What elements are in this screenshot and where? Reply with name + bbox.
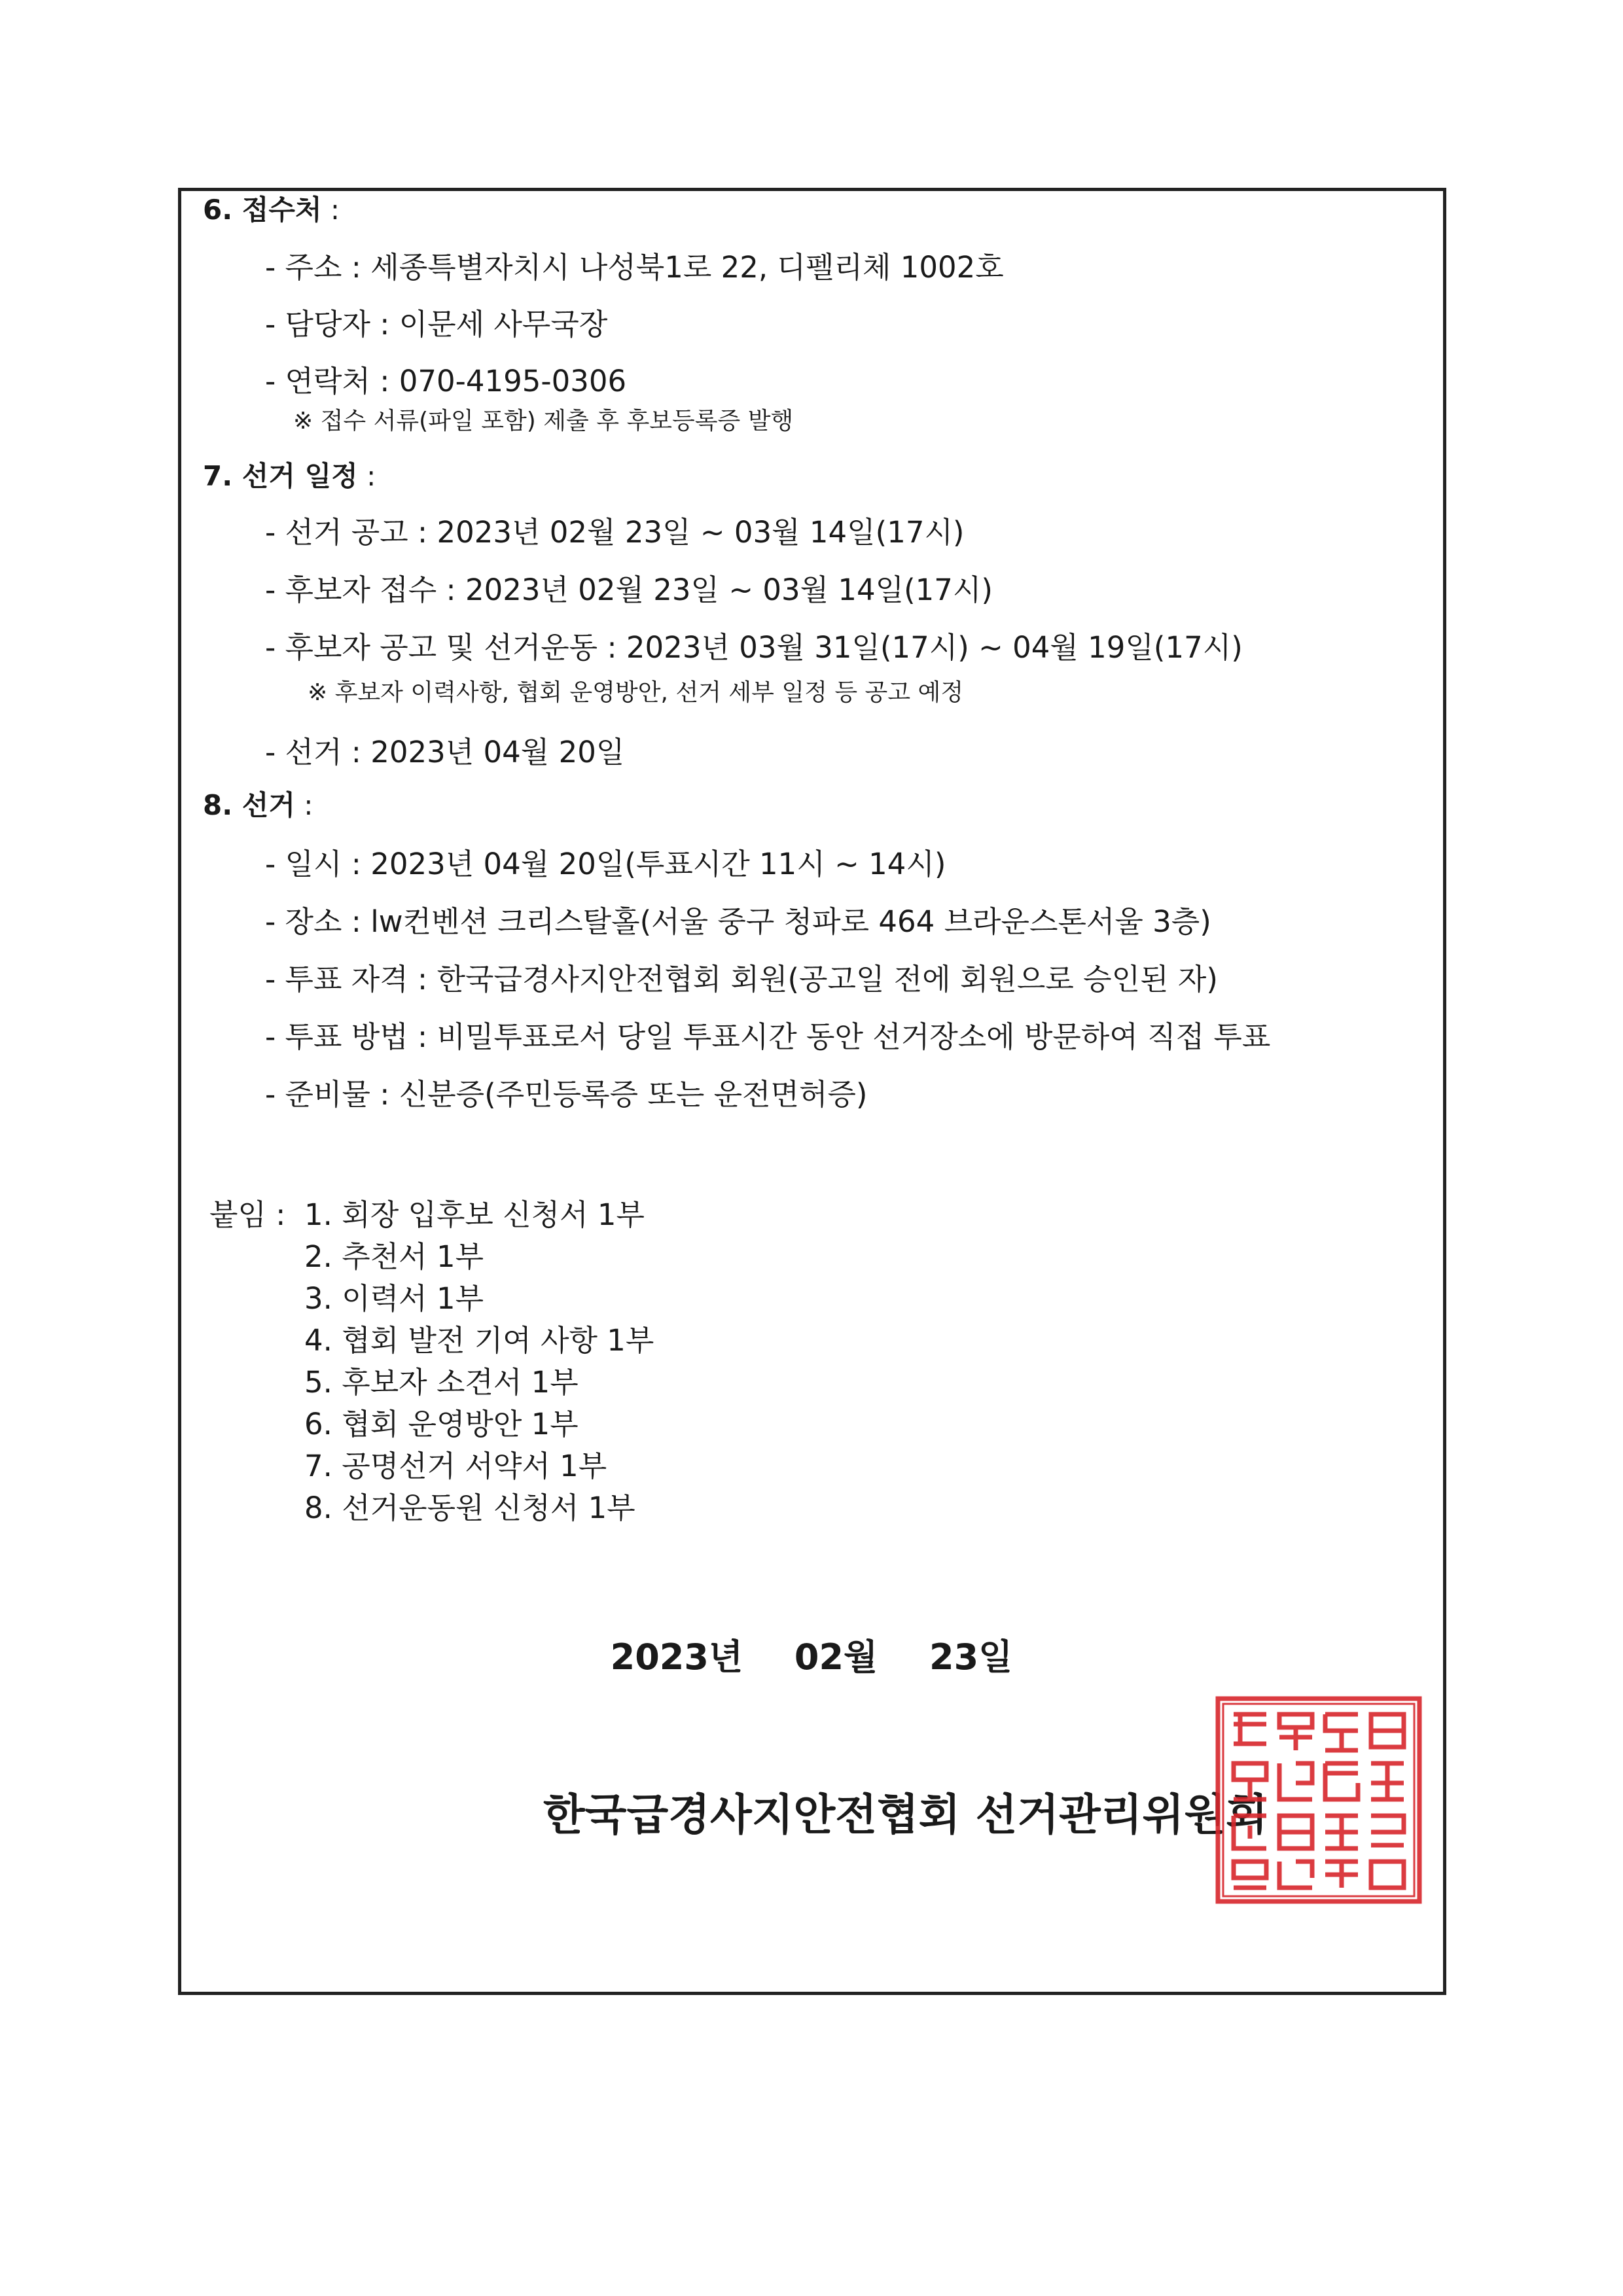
attachment-item: 3. 이력서 1부 (304, 1281, 484, 1316)
section-7-note: ※ 후보자 이력사항, 협회 운영방안, 선거 세부 일정 등 공고 예정 (308, 679, 964, 706)
section-7-item-candidate-registration: - 후보자 접수 : 2023년 02월 23일 ~ 03월 14일(17시) (265, 573, 993, 607)
section-8-heading: 8. 선거 : (203, 789, 313, 821)
attachment-item: 6. 협회 운영방안 1부 (304, 1407, 579, 1441)
section-8-item-method: - 투표 방법 : 비밀투표로서 당일 투표시간 동안 선거장소에 방문하여 직접 투표 (265, 1019, 1271, 1054)
section-7-heading: 7. 선거 일정 : (203, 460, 376, 492)
attachment-item: 1. 회장 입후보 신청서 1부 (304, 1197, 645, 1232)
attachment-item: 2. 추천서 1부 (304, 1239, 484, 1274)
section-6-item-phone: - 연락처 : 070-4195-0306 (265, 364, 627, 398)
official-seal-icon (1214, 1695, 1423, 1905)
section-7-item-notice: - 선거 공고 : 2023년 02월 23일 ~ 03월 14일(17시) (265, 515, 965, 550)
attachment-item: 5. 후보자 소견서 1부 (304, 1365, 579, 1400)
section-8-item-eligibility: - 투표 자격 : 한국급경사지안전협회 회원(공고일 전에 회원으로 승인된 자) (265, 962, 1218, 997)
section-8-item-venue: - 장소 : lw컨벤션 크리스탈홀(서울 중구 청파로 464 브라운스톤서울 3층) (265, 904, 1211, 939)
attachments-label: 붙임 : (209, 1197, 286, 1232)
section-6-item-contact-person: - 담당자 : 이문세 사무국장 (265, 307, 608, 342)
attachment-item: 7. 공명선거 서약서 1부 (304, 1449, 607, 1483)
attachment-item: 8. 선거운동원 신청서 1부 (304, 1491, 635, 1525)
attachment-item: 4. 협회 발전 기여 사항 1부 (304, 1323, 654, 1358)
section-8-item-requirements: - 준비물 : 신분증(주민등록증 또는 운전면허증) (265, 1077, 868, 1112)
section-6-heading: 6. 접수처 : (203, 194, 340, 226)
issuing-organization: 한국급경사지안전협회 선거관리위원회 (543, 1790, 1268, 1840)
section-7-item-election: - 선거 : 2023년 04월 20일 (265, 735, 625, 769)
section-8-item-datetime: - 일시 : 2023년 04월 20일(투표시간 11시 ~ 14시) (265, 847, 946, 881)
section-6-note: ※ 접수 서류(파일 포함) 제출 후 후보등록증 발행 (293, 408, 794, 434)
section-7-item-campaign: - 후보자 공고 및 선거운동 : 2023년 03월 31일(17시) ~ 04월 19일(17시) (265, 630, 1243, 665)
document-date: 2023년 02월 23일 (610, 1636, 1013, 1678)
section-6-item-address: - 주소 : 세종특별자치시 나성북1로 22, 디펠리체 1002호 (265, 250, 1004, 285)
